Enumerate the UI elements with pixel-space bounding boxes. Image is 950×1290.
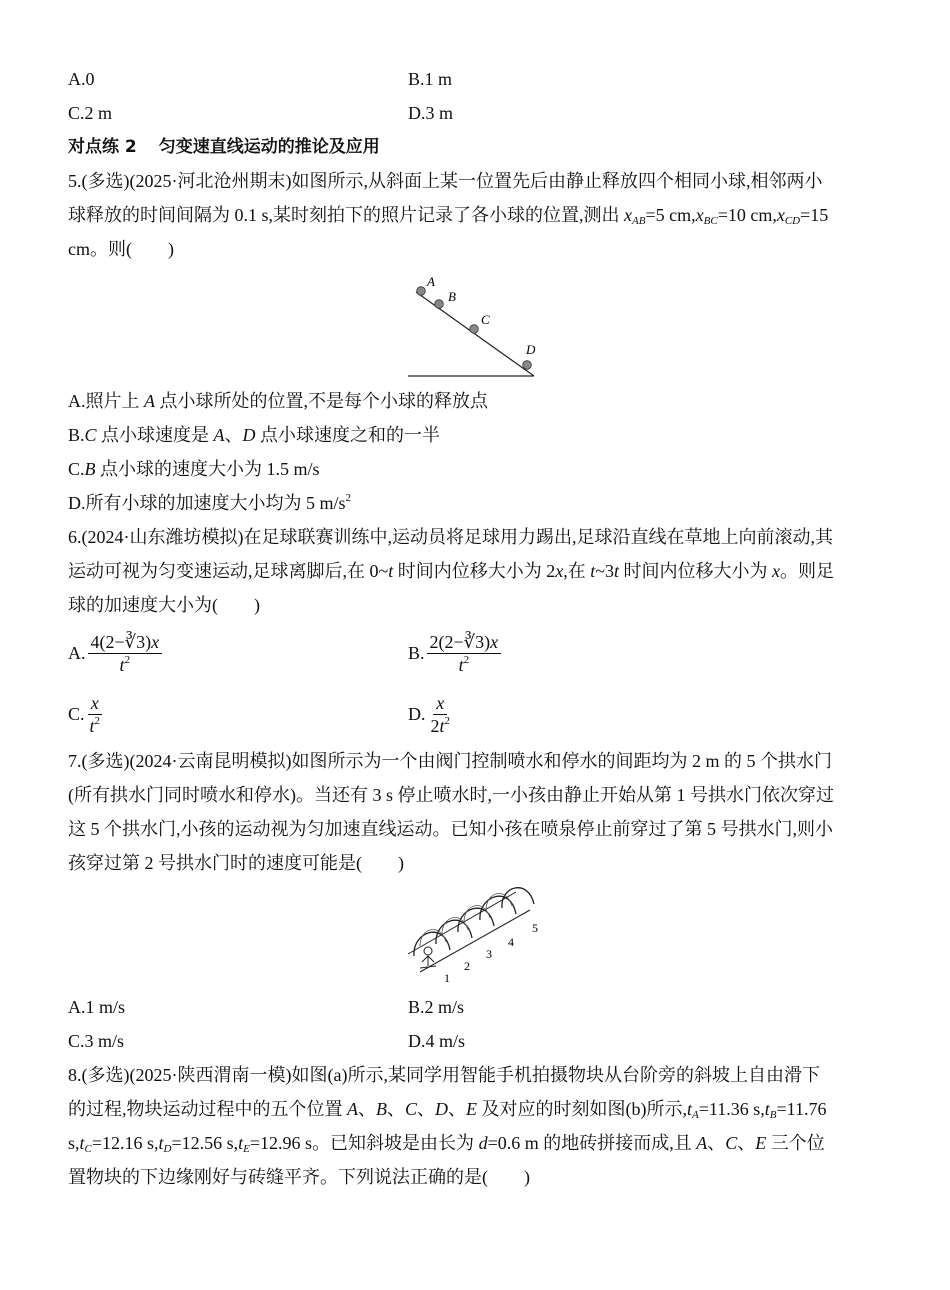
var-x: x [772, 561, 781, 581]
var-a: A [144, 391, 155, 411]
gate-label-5: 5 [531, 921, 538, 935]
var-t: t [119, 654, 125, 675]
sep: 、 [417, 1099, 436, 1119]
sep: 、 [448, 1099, 467, 1119]
q4-option-d[interactable]: D.3 m [408, 103, 453, 123]
document-page [68, 62, 883, 1194]
q6-text: ~3 [595, 561, 615, 581]
q5-var-x: x [624, 205, 633, 225]
var-t: t [687, 1099, 693, 1119]
var-a: A [213, 425, 225, 445]
var-b: B [84, 459, 96, 479]
q6-text: 。则足 [780, 561, 835, 581]
q6-line-2 [68, 554, 883, 588]
sep: 、 [737, 1133, 756, 1153]
var-c: C [725, 1133, 738, 1153]
q6-options-row-2 [68, 684, 883, 744]
section-heading [68, 130, 883, 164]
q8-text: s, [68, 1133, 80, 1153]
ball-a [416, 287, 425, 296]
arch-2 [435, 920, 471, 944]
var-e: E [755, 1133, 767, 1153]
q7-line-1: 7.(多选)(2024·云南昆明模拟)如图所示为一个由阀门控制喷水和停水的间距均为 2 m 的 5 个拱水门 [68, 751, 832, 771]
q8-text: 的过程,物块运动过程中的五个位置 [68, 1099, 347, 1119]
q6-options-row-1 [68, 622, 883, 684]
q6-text: 运动可视为匀变速运动,足球离脚后,在 0~ [68, 561, 389, 581]
value-tc: =12.16 s, [91, 1133, 159, 1153]
den-coef: 2 [430, 715, 440, 736]
q5-sub-cd: CD [784, 215, 801, 227]
numerator [88, 692, 102, 715]
denominator [456, 654, 473, 676]
numerator [88, 631, 163, 654]
var-a: A [696, 1133, 708, 1153]
sub-b: B [769, 1109, 777, 1121]
superscript: 2 [463, 653, 470, 666]
var-d-length: d [478, 1133, 488, 1153]
var-e: E [466, 1099, 478, 1119]
var-t: t [458, 654, 464, 675]
q4-option-b[interactable]: B.1 m [408, 69, 453, 89]
arch-4 [479, 896, 515, 920]
var-a: A [347, 1099, 358, 1119]
sep: 、 [707, 1133, 726, 1153]
q6-text: 时间内位移大小为 [619, 561, 773, 581]
option-label: D. [408, 704, 426, 724]
q8-text: =0.6 m 的地砖拼接而成,且 [487, 1133, 697, 1153]
label-b: B [447, 289, 456, 304]
q5-line-2 [68, 198, 883, 232]
var-x: x [555, 561, 564, 581]
q8-line-1: 8.(多选)(2025·陕西渭南一模)如图(a)所示,某同学用智能手机拍摄物块从台阶旁的斜坡上自由滑下 [68, 1065, 820, 1085]
q5-sub-bc: BC [703, 215, 718, 227]
var-t: t [79, 1133, 85, 1153]
ground-line-back [408, 892, 516, 954]
q7-line-3: 这 5 个拱水门,小孩的运动视为匀加速直线运动。已知小孩在喷泉停止前穿过了第 5 号拱水门,则小 [68, 819, 833, 839]
sub-d: D [163, 1143, 172, 1155]
q5-value-bc: =10 cm, [717, 205, 777, 225]
var-t: t [89, 715, 95, 736]
var-t: t [439, 715, 445, 736]
option-label: A. [68, 643, 86, 663]
ball-c [469, 325, 478, 334]
q7-options-row-2 [68, 1024, 883, 1058]
q6-option-d[interactable] [408, 692, 748, 737]
q8-text: 及对应的时刻如图(b)所示, [477, 1099, 688, 1119]
q5-option-c[interactable] [68, 452, 883, 486]
var-t: t [764, 1099, 770, 1119]
q6-option-b[interactable] [408, 631, 748, 676]
option-text: 点小球的速度大小为 1.5 m/s [95, 459, 320, 479]
numerator [433, 692, 447, 715]
var-c: C [405, 1099, 418, 1119]
q8-line-2 [68, 1092, 883, 1126]
q7-option-a[interactable]: A.1 m/s [68, 997, 126, 1017]
section-title: 对点练 2 [68, 137, 137, 157]
q6-text: 时间内位移大小为 2 [393, 561, 556, 581]
var-x: x [490, 631, 499, 652]
var-t: t [238, 1133, 244, 1153]
fraction [427, 631, 502, 676]
q7-line-4: 孩穿过第 2 号拱水门时的速度可能是( ) [68, 853, 404, 873]
gate-label-3: 3 [485, 947, 492, 961]
q8-line-4: 置物块的下边缘刚好与砖缝平齐。下列说法正确的是( ) [68, 1167, 530, 1187]
q4-options-row-1 [68, 62, 883, 96]
q5-var-x: x [695, 205, 704, 225]
option-text: D.所有小球的加速度大小均为 5 m/s [68, 493, 346, 513]
q5-sub-ab: AB [632, 215, 646, 227]
option-text: 点小球速度之和的一半 [255, 425, 441, 445]
q5-line-1: 5.(多选)(2025·河北沧州期末)如图所示,从斜面上某一位置先后由静止释放四个相同小球,相邻两小 [68, 171, 823, 191]
q5-option-d[interactable] [68, 486, 883, 520]
sub-e: E [243, 1143, 250, 1155]
arch-3 [457, 908, 493, 932]
option-text: 点小球所处的位置,不是每个小球的释放点 [155, 391, 488, 411]
option-text: B. [68, 425, 85, 445]
sep: 、 [387, 1099, 405, 1119]
ball-d [522, 361, 531, 370]
incline-diagram [406, 266, 546, 378]
q8-line-3 [68, 1126, 883, 1160]
option-text: 、 [224, 425, 243, 445]
q5-var-x: x [776, 205, 785, 225]
superscript: 2 [345, 492, 352, 504]
var-x: x [436, 692, 445, 713]
var-c: C [84, 425, 97, 445]
option-text: C. [68, 459, 85, 479]
label-a: A [426, 274, 435, 289]
fraction [428, 692, 454, 737]
denominator [428, 715, 454, 737]
q6-option-a[interactable] [68, 631, 408, 676]
sub-a: A [692, 1109, 699, 1121]
label-d: D [525, 342, 535, 357]
gate-label-4: 4 [507, 935, 514, 949]
arch-gates-diagram [406, 880, 546, 984]
var-d: D [242, 425, 256, 445]
q7-line-2: (所有拱水门同时喷水和停水)。当还有 3 s 停止喷水时,一小孩由静止开始从第 1 号拱水门依次穿过 [68, 785, 834, 805]
label-c: C [480, 312, 490, 327]
denominator [87, 715, 104, 737]
q7-option-c[interactable]: C.3 m/s [68, 1031, 125, 1051]
fraction [87, 692, 104, 737]
ball-b [434, 300, 443, 309]
value-te: =12.96 s。已知斜坡是由长为 [249, 1133, 479, 1153]
var-t: t [388, 561, 394, 581]
value-ta: =11.36 s, [698, 1099, 765, 1119]
q4-option-c[interactable]: C.2 m [68, 103, 113, 123]
var-b: B [376, 1099, 387, 1119]
var-t: t [614, 561, 620, 581]
sub-c: C [84, 1143, 92, 1155]
option-text: 点小球速度是 [96, 425, 214, 445]
section-subtitle: 匀变速直线运动的推论及应用 [158, 137, 380, 157]
q5-line-3: cm。则( ) [68, 239, 174, 259]
q6-text: ,在 [563, 561, 591, 581]
option-text: A.照片上 [68, 391, 144, 411]
sep: 、 [358, 1099, 376, 1119]
fraction [88, 631, 163, 676]
var-x: x [90, 692, 99, 713]
q4-option-a[interactable]: A.0 [68, 69, 95, 89]
q6-line-3: 球的加速度大小为( ) [68, 595, 260, 615]
q7-option-b[interactable]: B.2 m/s [408, 997, 465, 1017]
num-text: 4(2−∛3) [90, 631, 152, 652]
var-t: t [158, 1133, 164, 1153]
q7-figure [68, 880, 883, 990]
option-label: B. [408, 643, 425, 663]
value-tb: =11.76 [776, 1099, 827, 1119]
q7-options-row-1 [68, 990, 883, 1024]
q5-option-a[interactable] [68, 384, 883, 418]
q6-option-c[interactable] [68, 692, 408, 737]
superscript: 2 [124, 653, 131, 666]
var-d: D [435, 1099, 449, 1119]
value-td: =12.56 s, [171, 1133, 239, 1153]
option-label: C. [68, 704, 85, 724]
num-text: 2(2−∛3) [429, 631, 491, 652]
q5-text: 球释放的时间间隔为 0.1 s,某时刻拍下的照片记录了各小球的位置,测出 [68, 205, 625, 225]
var-t: t [590, 561, 596, 581]
q4-options-row-2 [68, 96, 883, 130]
superscript: 2 [444, 714, 451, 727]
gate-label-1: 1 [443, 971, 450, 984]
superscript: 2 [94, 714, 101, 727]
q7-option-d[interactable]: D.4 m/s [408, 1031, 466, 1051]
var-x: x [151, 631, 160, 652]
incline-line [416, 292, 534, 376]
q6-line-1: 6.(2024·山东潍坊模拟)在足球联赛训练中,运动员将足球用力踢出,足球沿直线在草地上向前滚动,其 [68, 527, 833, 547]
q5-option-b[interactable] [68, 418, 883, 452]
denominator [117, 654, 134, 676]
q5-value-ab: =5 cm, [645, 205, 696, 225]
q5-figure [68, 266, 883, 384]
q8-text: 三个位 [766, 1133, 825, 1153]
q5-value-cd: =15 [800, 205, 829, 225]
gate-label-2: 2 [463, 959, 470, 973]
numerator [427, 631, 502, 654]
